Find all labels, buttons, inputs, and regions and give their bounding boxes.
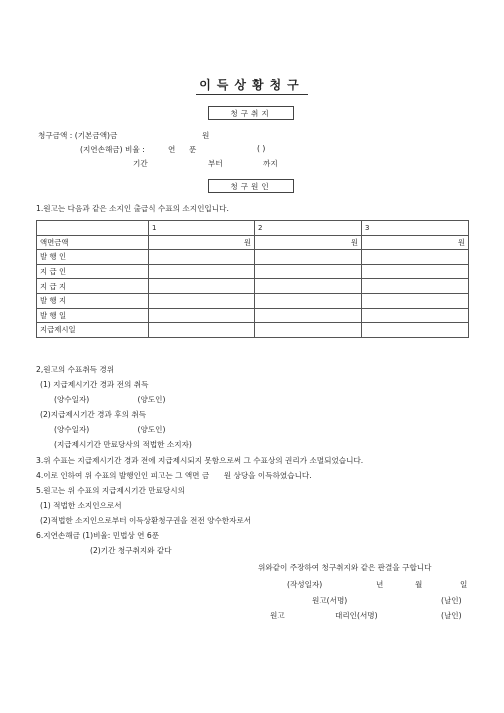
table-cell (362, 250, 469, 265)
table-cell (362, 308, 469, 323)
table-cell (149, 308, 255, 323)
claim-amount-unit: 원 (202, 131, 210, 140)
plaintiff-label: 원고 (270, 611, 285, 620)
period-to: 까지 (263, 159, 278, 168)
table-cell (255, 293, 362, 308)
table-row (37, 250, 469, 265)
delay-rate-paren: ( ) (257, 144, 266, 153)
agent-seal: (날인) (441, 611, 462, 620)
table-cell (255, 250, 362, 265)
date-day: 일 (460, 580, 468, 589)
table-header-row (37, 221, 469, 236)
cause-item-5-1: (1) 적법한 소지인으로서 (40, 501, 122, 510)
claim-section-heading: 청구취지 (208, 106, 294, 120)
table-cell (362, 264, 469, 279)
cause-section-heading: 청구원인 (208, 179, 294, 193)
table-cell (255, 323, 362, 338)
table-row (37, 323, 469, 338)
row-label: 발 행 인 (37, 250, 149, 265)
cause-item-4: 4.이로 인하여 위 수표의 발행인인 피고는 그 액면 금 원 상당을 이득하였습니다. (36, 471, 312, 480)
period-label: 기간 (133, 159, 148, 168)
row-label: 발 행 일 (37, 308, 149, 323)
table-cell (255, 264, 362, 279)
agent-signature: 대리인(서명) (335, 611, 378, 620)
cause-item-5-2: (2)적법한 소지인으로부터 이득상환청구권을 전전 양수한자로서 (40, 516, 252, 525)
delay-rate-year: 연 (168, 145, 176, 154)
acquisition-heading: 2,원고의 수표취득 경위 (36, 365, 115, 374)
table-cell (362, 293, 469, 308)
table-cell (149, 250, 255, 265)
cause-item-6-2: (2)기간 청구취지와 같다 (90, 546, 172, 555)
row-label: 지 급 지 (37, 279, 149, 294)
table-cell (149, 279, 255, 294)
table-row (37, 293, 469, 308)
table-cell: 원 (362, 235, 469, 250)
table-header-cell: 3 (362, 221, 469, 236)
plaintiff-seal: (날인) (441, 596, 462, 605)
table-cell: 원 (255, 235, 362, 250)
table-row (37, 279, 469, 294)
date-year: 년 (376, 580, 384, 589)
table-cell (362, 323, 469, 338)
table-header-cell: 1 (149, 221, 255, 236)
row-label: 지 급 인 (37, 264, 149, 279)
date-label: (작성일자) (287, 580, 323, 589)
holder-at-expiry: (지급제시기간 만료당사의 적법한 소지자) (54, 440, 192, 449)
cause-item-6: 6.지연손해금 (1)비율: 민법상 연 6푼 (36, 531, 160, 540)
delay-rate-percent: 푼 (189, 145, 197, 154)
table-row (37, 308, 469, 323)
acquisition-after: (2)지급제시기간 경과 후의 취득 (40, 410, 147, 419)
cause-item-3: 3.위 수표는 지급제시기간 경과 전에 지급제시되지 못함으로써 그 수표상의 권리가 소멸되었습니다. (36, 456, 364, 465)
acquisition-after-detail: (양수일자) (양도인) (54, 425, 166, 434)
plaintiff-signature: 원고(서명) (312, 596, 348, 605)
table-header-cell: 2 (255, 221, 362, 236)
table-row (37, 264, 469, 279)
row-label: 발 행 지 (37, 293, 149, 308)
table-cell (255, 279, 362, 294)
table-row (37, 235, 469, 250)
title-underline (196, 94, 308, 95)
table-cell: 원 (149, 235, 255, 250)
date-month: 월 (415, 580, 423, 589)
row-label: 지급제시일 (37, 323, 149, 338)
table-cell (149, 323, 255, 338)
table-cell (149, 293, 255, 308)
acquisition-before-detail: (양수일자) (양도인) (54, 395, 166, 404)
row-label: 액면금액 (37, 235, 149, 250)
delay-rate-label: (지연손해금) 비율 : (80, 145, 145, 154)
document-title: 이득상황청구 (199, 78, 305, 92)
table-cell (362, 279, 469, 294)
claim-amount-label: 청구금액 : (기본금액)금 (38, 131, 118, 140)
cause-item-5: 5.원고는 위 수표의 지급제시기간 만료당시의 (36, 486, 185, 495)
table-cell (149, 264, 255, 279)
table-header-cell (37, 221, 149, 236)
acquisition-before: (1) 지급제시기간 경과 전의 취득 (40, 380, 149, 389)
period-from: 부터 (208, 159, 223, 168)
closing-statement: 위와같이 주장하여 청구취지와 같은 판결을 구합니다 (258, 563, 432, 572)
check-info-table (36, 220, 469, 338)
cause-intro: 1.원고는 다음과 같은 소지인 출급식 수표의 소지인입니다. (36, 204, 229, 213)
table-cell (255, 308, 362, 323)
